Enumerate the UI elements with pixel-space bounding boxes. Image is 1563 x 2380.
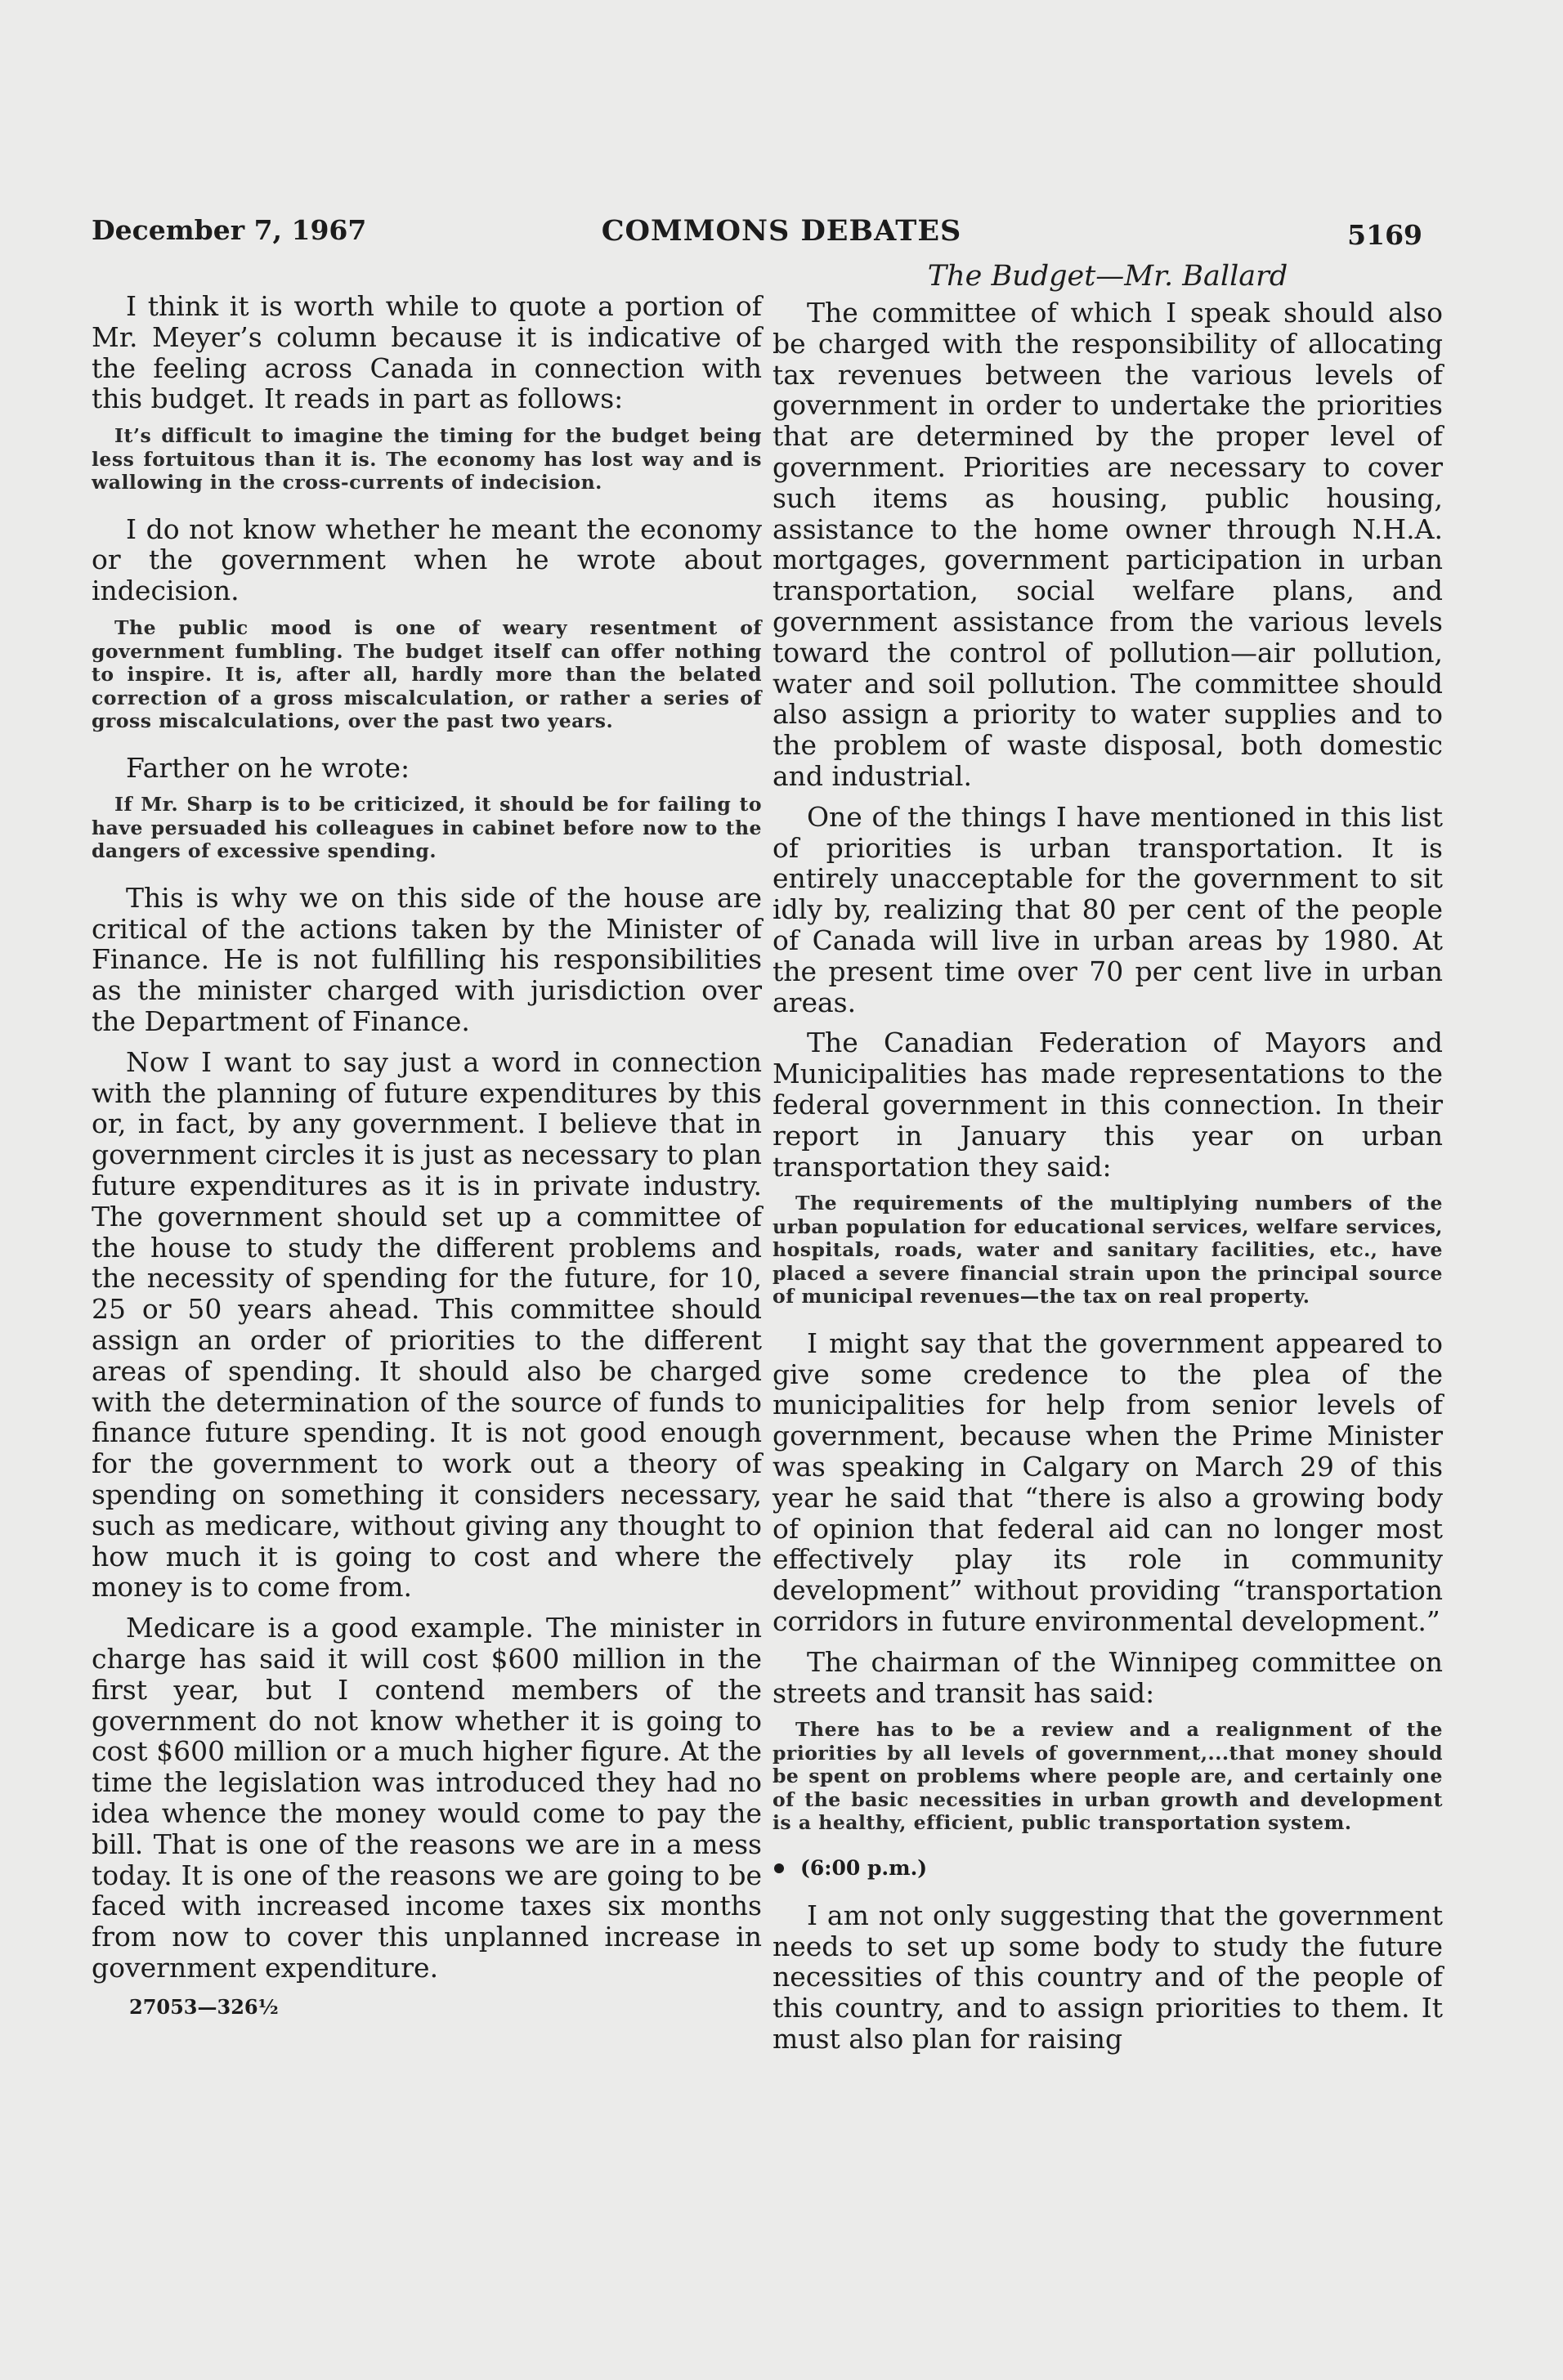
page-number: 5169: [1347, 219, 1422, 251]
paragraph: [773, 1647, 1443, 1709]
paragraph-text: There has to be a review and a realignment of the priorities by all levels of government,...that money should be spent on problems where people are, and certainly one of the basic necessities in urban growth and development is a healthy, efficient, public transportation system.: [773, 1718, 1443, 1835]
paragraph: [773, 802, 1443, 1018]
header-date: December 7, 1967: [92, 214, 367, 246]
paragraph-text: The requirements of the multiplying numbers of the urban population for educational services, welfare services, hospitals, roads, water and sanitary facilities, etc., have placed a severe financial strain upon the principal source of municipal revenues—the tax on real property.: [773, 1192, 1443, 1309]
bullet-icon: [774, 1863, 784, 1873]
footer-code: 27053—326½: [129, 1994, 279, 2019]
paragraph-text: Farther on he wrote:: [126, 751, 410, 784]
left-column-body: [92, 291, 762, 1984]
paragraph-text: It’s difficult to imagine the timing for the budget being less fortuitous than it is. The economy has lost way and is wallowing in the cross-currents of indecision.: [92, 424, 762, 494]
paragraph-text: Now I want to say just a word in connection with the planning of future expenditures by this or, in fact, by any government. I believe that in government circles it is just as necessary to plan future expenditures as it is in private industry. The government should set up a committee of the house to study the different problems and the necessity of spending for the future, for 10, 25 or 50 years ahead. This committee should assign an order of priorities to the different areas of spending. It should also be charged with the determination of the source of funds to finance future spending. It is not good enough for the government to work out a theory of spending on something it considers necessary, such as medicare, without giving any thought to how much it is going to cost and where the money is to come from.: [92, 1045, 762, 1604]
left-column: [92, 291, 762, 2019]
paragraph-text: The chairman of the Winnipeg committee on streets and transit has said:: [773, 1645, 1443, 1709]
paragraph-text: (6:00 p.m.): [800, 1855, 928, 1880]
paragraph-text: I might say that the government appeared to give some credence to the plea of the municipalities for help from senior levels of government, because when the Prime Minister was speaking in Calgary on March 29 of this year he said that “there is also a growing body of opinion that federal aid can no longer most effectively play its role in community development” without providing “transportation corridors in future environmental development.”: [773, 1326, 1443, 1637]
paragraph: [92, 514, 762, 606]
paragraph-text: One of the things I have mentioned in this list of priorities is urban transportation. It is entirely unacceptable for the government to sit idly by, realizing that 80 per cent of the people of Canada will live in urban areas by 1980. At the present time over 70 per cent live in urban areas.: [773, 800, 1443, 1018]
paragraph-text: The Canadian Federation of Mayors and Municipalities has made representations to the federal government in this connection. In their report in January this year on urban transportation they said:: [773, 1027, 1443, 1183]
block-quote: [92, 424, 762, 494]
header-title: COMMONS DEBATES: [601, 214, 962, 248]
paragraph: [773, 298, 1443, 792]
paragraph-text: The public mood is one of weary resentment of government fumbling. The budget itself can offer nothing to inspire. It is, after all, hardly more than the belated correction of a gross miscalculation, or rather a series of gross miscalculations, over the past two years.: [92, 616, 762, 733]
paragraph: [92, 883, 762, 1037]
paragraph-text: I do not know whether he meant the economy or the government when he wrote about indecision.: [92, 512, 762, 607]
paragraph: [92, 753, 762, 784]
paragraph: [773, 1900, 1443, 2055]
block-quote: [92, 616, 762, 733]
paragraph-text: I think it is worth while to quote a portion of Mr. Meyer’s column because it is indicative of the feeling across Canada in connection with this budget. It reads in part as follows:: [92, 290, 762, 415]
time-marker: [773, 1854, 1443, 1882]
block-quote: [92, 793, 762, 863]
paragraph-text: Medicare is a good example. The minister in charge has said it will cost $600 million in the first year, but I contend members of the government do not know whether it is going to cost $600 million or a much higher figure. At the time the legislation was introduced they had no idea whence the money would come to pay the bill. That is one of the reasons we are in a mess today. It is one of the reasons we are going to be faced with increased income taxes six months from now to cover this unplanned increase in government expenditure.: [92, 1612, 762, 1984]
right-column: [773, 260, 1443, 2065]
paragraph: [773, 1027, 1443, 1182]
paragraph: [92, 291, 762, 414]
section-subheading: The Budget—Mr. Ballard: [927, 260, 1288, 293]
paragraph-text: If Mr. Sharp is to be criticized, it should be for failing to have persuaded his colleagues in cabinet before now to the dangers of excessive spending.: [92, 793, 762, 863]
paragraph-text: I am not only suggesting that the government needs to set up some body to study the future necessities of this country and of the people of this country, and to assign priorities to them. It must also plan for raising: [773, 1899, 1443, 2056]
right-column-body: [773, 298, 1443, 2055]
paragraph-text: This is why we on this side of the house are critical of the actions taken by the Minister of Finance. He is not fulfilling his responsibilities as the minister charged with jurisdiction over the Department of Finance.: [92, 881, 762, 1038]
block-quote: [773, 1192, 1443, 1309]
paragraph: [92, 1613, 762, 1984]
paragraph-text: The committee of which I speak should also be charged with the responsibility of allocating tax revenues between the various levels of government in order to undertake the priorities that are determined by the proper level of government. Priorities are necessary to cover such items as housing, public housing, assistance to the home owner through N.H.A. mortgages, government participation in urban transportation, social welfare plans, and government assistance from the various levels toward the control of pollution—air pollution, water and soil pollution. The committee should also assign a priority to water supplies and to the problem of waste disposal, both domestic and industrial.: [773, 297, 1443, 792]
paragraph: [773, 1328, 1443, 1637]
paragraph: [92, 1047, 762, 1603]
block-quote: [773, 1718, 1443, 1835]
